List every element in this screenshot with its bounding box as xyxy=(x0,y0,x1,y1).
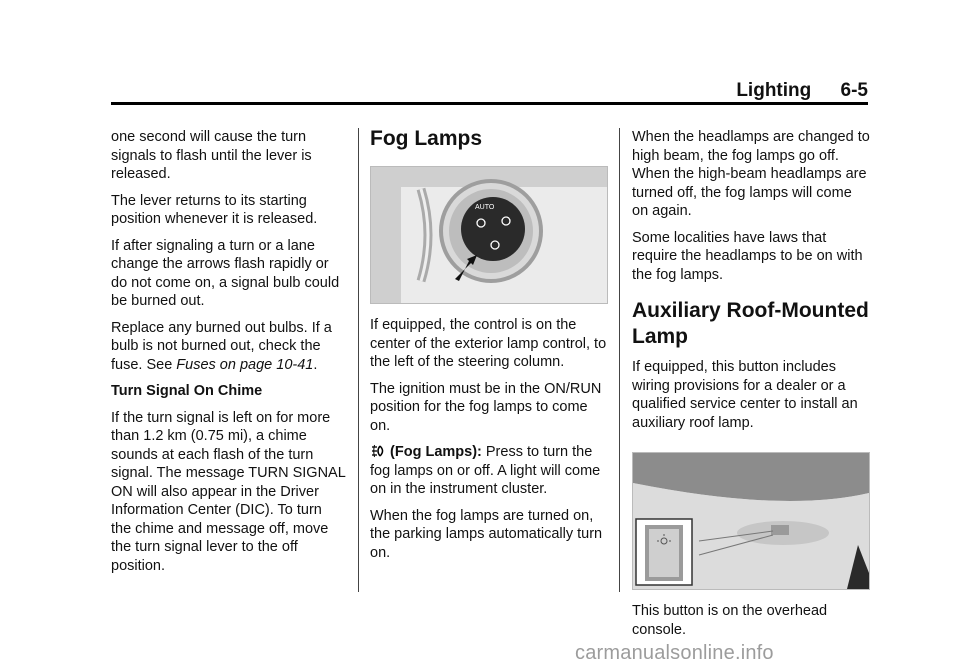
watermark: carmanualsonline.info xyxy=(575,642,774,664)
heading-auxiliary-roof-lamp: Auxiliary Roof-Mounted Lamp xyxy=(632,299,869,348)
paragraph-fog-button xyxy=(370,443,608,499)
overhead-console-illustration xyxy=(633,453,869,589)
paragraph-fuses xyxy=(111,319,346,375)
subheading-turn-signal-chime: Turn Signal On Chime xyxy=(111,383,263,399)
column-divider-left xyxy=(358,128,359,592)
fog-lamp-icon xyxy=(370,444,390,460)
paragraph: This button is on the overhead console. xyxy=(632,603,828,638)
paragraph: If after signaling a turn or a lane change the arrows flash rapidly or do not come on, a signal bulb could be burned out. xyxy=(111,237,340,309)
paragraph: When the headlamps are changed to high beam, the fog lamps go off. When the high-beam headlamps are turned off, the fog lamps will come on again. xyxy=(632,129,870,219)
column-divider-right xyxy=(619,128,620,592)
paragraph: The ignition must be in the ON/RUN position for the fog lamps to come on. xyxy=(370,380,602,434)
column-right xyxy=(632,128,870,647)
paragraph: The lever returns to its starting position whenever it is released. xyxy=(111,192,318,227)
fog-lamp-control-image xyxy=(370,166,608,304)
overhead-console-image xyxy=(632,452,870,590)
paragraph-text: Press to turn the fog lamps on or off. A light will come on in the instrument cluster. xyxy=(370,444,601,497)
paragraph: When the fog lamps are turned on, the parking lamps automatically turn on. xyxy=(370,507,603,561)
column-left xyxy=(111,128,346,583)
auto-label: AUTO xyxy=(475,204,495,211)
heading-fog-lamps: Fog Lamps xyxy=(370,127,483,150)
section-title: Lighting xyxy=(736,80,812,101)
paragraph: Some localities have laws that require the headlamps to be on with the fog lamps. xyxy=(632,229,863,283)
paragraph-text: Replace any burned out bulbs. If a bulb is not burned out, check the fuse. See xyxy=(111,319,332,373)
header-rule xyxy=(111,102,868,105)
fuses-reference-link[interactable]: Fuses on page 10-41 xyxy=(176,356,314,373)
fog-lamps-label: (Fog Lamps): xyxy=(390,444,482,460)
column-middle xyxy=(370,126,608,570)
paragraph: If the turn signal is left on for more than 1.2 km (0.75 mi), a chime sounds at each flash of the turn signal. The message TURN SIGNAL ON will also appear in the Driver Information Center (DIC). To turn the chime and message off, move the turn signal lever to the off position. xyxy=(111,409,346,574)
paragraph-end: . xyxy=(313,356,318,373)
exterior-lamp-control-illustration xyxy=(371,167,607,303)
paragraph: If equipped, this button includes wiring provisions for a dealer or a qualified service center to install an auxiliary roof lamp. xyxy=(632,359,858,431)
paragraph: If equipped, the control is on the center of the exterior lamp control, to the left of the steering column. xyxy=(370,317,607,370)
paragraph: one second will cause the turn signals to flash until the lever is released. xyxy=(111,129,312,182)
page-number: 6-5 xyxy=(840,80,868,101)
